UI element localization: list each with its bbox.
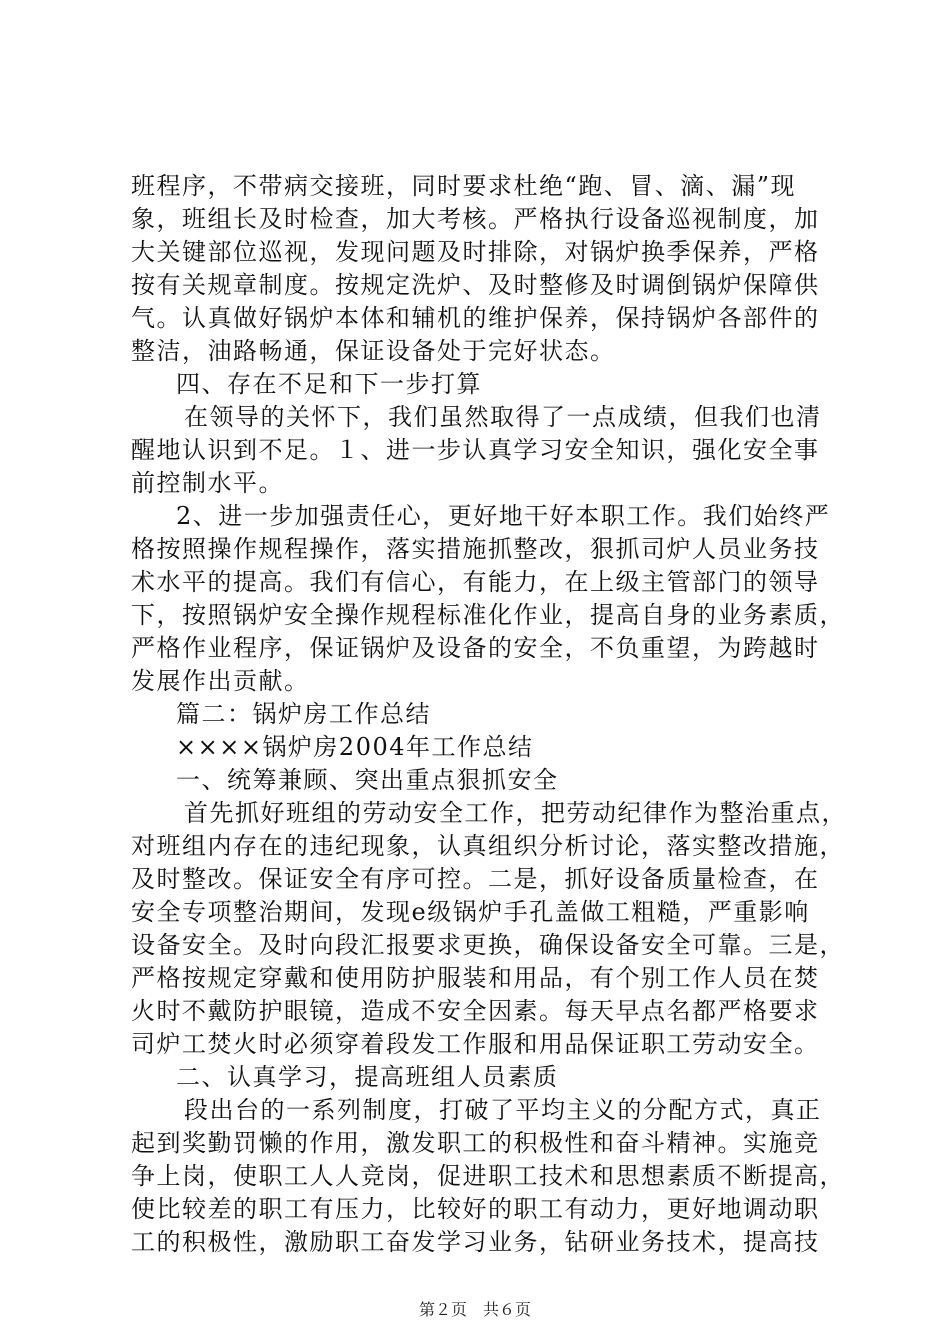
text-line: 大关键部位巡视，发现问题及时排除，对锅炉换季保养，严格 [131, 238, 820, 266]
section-heading: 一、统筹兼顾、突出重点狠抓安全 [176, 766, 559, 794]
text-line: 前控制水平。 [131, 469, 284, 497]
text-line: 严格按规定穿戴和使用防护服装和用品，有个别工作人员在焚 [131, 964, 820, 992]
text-line: 火时不戴防护眼镜，造成不安全因素。每天早点名都严格要求 [131, 997, 820, 1025]
text-line: 术水平的提高。我们有信心，有能力，在上级主管部门的领导 [131, 568, 820, 596]
text-line: 整洁，油路畅通，保证设备处于完好状态。 [131, 337, 616, 365]
text-line: 格按照操作规程操作，落实措施抓整改，狠抓司炉人员业务技 [131, 535, 820, 563]
text-line: 争上岗，使职工人人竞岗，促进职工技术和思想素质不断提高， [131, 1162, 845, 1190]
text-line: 象，班组长及时检查，加大考核。严格执行设备巡视制度，加 [131, 205, 820, 233]
text-line: 对班组内存在的违纪现象，认真组织分析讨论，落实整改措施， [131, 832, 845, 860]
text-line: 及时整改。保证安全有序可控。二是，抓好设备质量检查，在 [131, 865, 820, 893]
text-line: 严格作业程序，保证锅炉及设备的安全，不负重望，为跨越时 [131, 634, 820, 662]
text-line: 起到奖勤罚懒的作用，激发职工的积极性和奋斗精神。实施竞 [131, 1129, 820, 1157]
text-line: 段出台的一系列制度，打破了平均主义的分配方式，真正 [184, 1096, 822, 1124]
text-line: 按有关规章制度。按规定洗炉、及时整修及时调倒锅炉保障供 [131, 271, 820, 299]
text-line: 设备安全。及时向段汇报要求更换，确保设备安全可靠。三是， [131, 931, 845, 959]
text-line: 在领导的关怀下，我们虽然取得了一点成绩，但我们也清 [184, 403, 822, 431]
text-line: 发展作出贡献。 [131, 667, 310, 695]
document-title: ××××锅炉房2004年工作总结 [176, 733, 534, 761]
section-heading: 篇二：锅炉房工作总结 [176, 700, 431, 728]
text-line: 使比较差的职工有压力，比较好的职工有动力，更好地调动职 [131, 1195, 820, 1223]
text-line: 安全专项整治期间，发现e级锅炉手孔盖做工粗糙，严重影响 [131, 898, 810, 926]
section-heading: 二、认真学习，提高班组人员素质 [176, 1063, 559, 1091]
section-heading: 四、存在不足和下一步打算 [176, 370, 482, 398]
text-line: 司炉工焚火时必须穿着段发工作服和用品保证职工劳动安全。 [131, 1030, 820, 1058]
page-number: 第２页 共６页 [418, 1300, 531, 1319]
text-line: 工的积极性，激励职工奋发学习业务，钻研业务技术，提高技 [131, 1228, 820, 1256]
text-line: 首先抓好班组的劳动安全工作，把劳动纪律作为整治重点， [184, 799, 847, 827]
text-line: 气。认真做好锅炉本体和辅机的维护保养，保持锅炉各部件的 [131, 304, 820, 332]
text-line: 班程序，不带病交接班，同时要求杜绝“跑、冒、滴、漏”现 [131, 172, 797, 200]
text-line: 醒地认识到不足。１、进一步认真学习安全知识，强化安全事 [131, 436, 820, 464]
text-line: 下，按照锅炉安全操作规程标准化作业，提高自身的业务素质， [131, 601, 845, 629]
text-line: 2、进一步加强责任心，更好地干好本职工作。我们始终严 [176, 502, 831, 530]
